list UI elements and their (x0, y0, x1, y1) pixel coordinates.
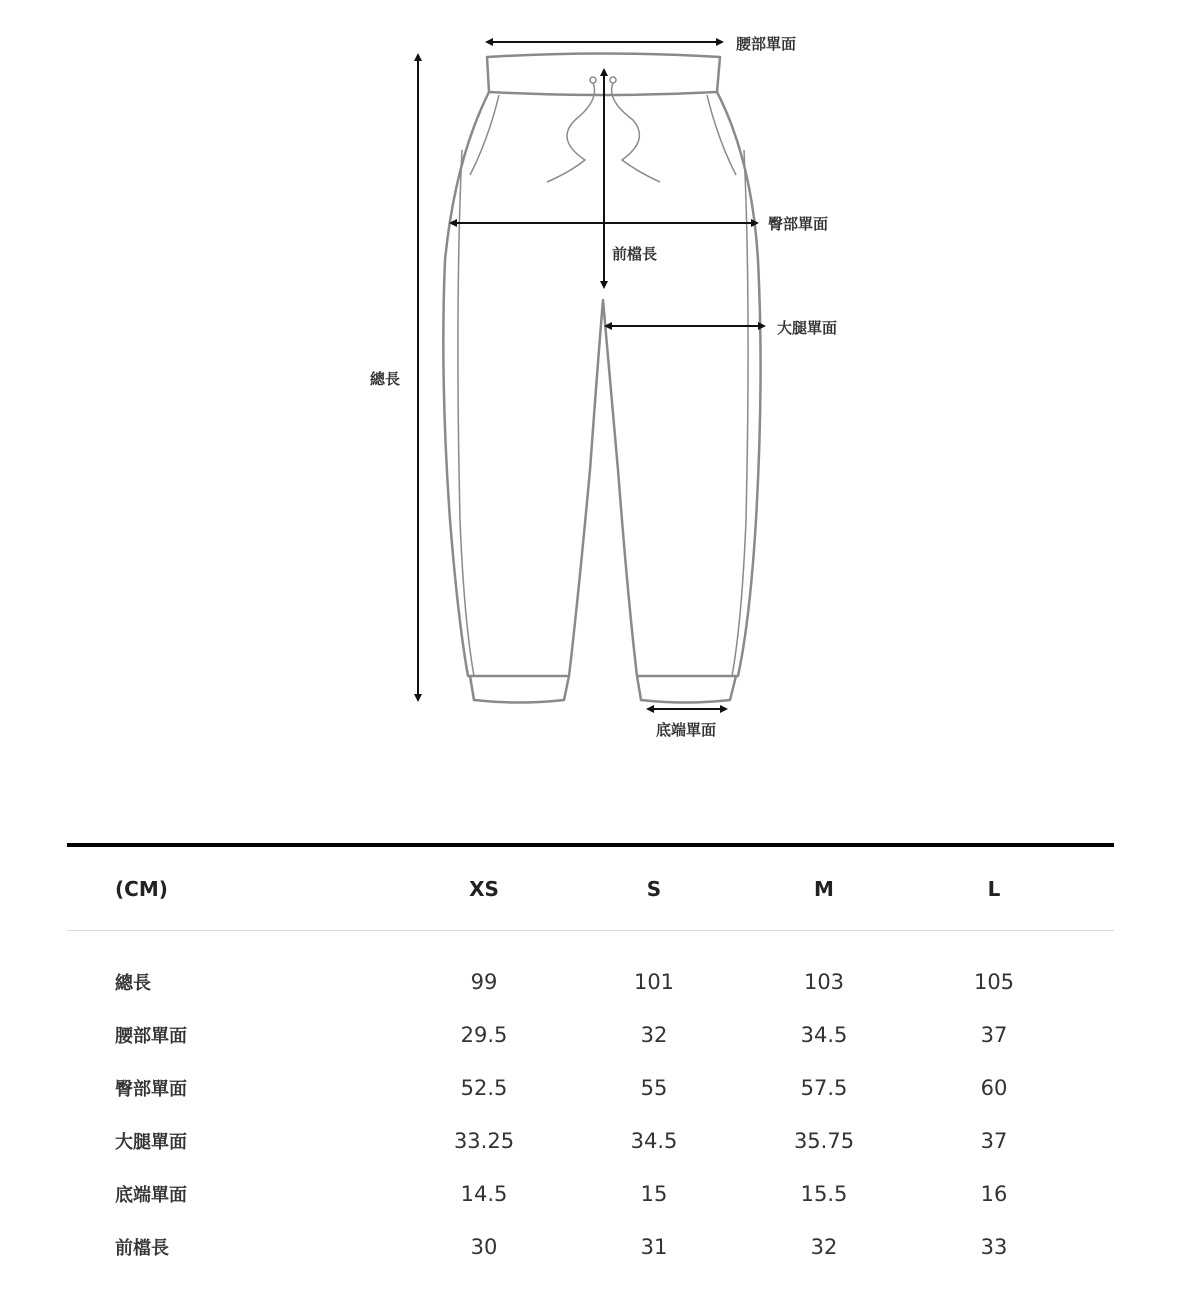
row-label: 大腿單面 (115, 1131, 187, 1153)
label-rise: 前檔長 (612, 245, 658, 263)
table-cell: 31 (640, 1234, 668, 1259)
table-cell: 16 (980, 1181, 1008, 1206)
table-cell: 99 (470, 969, 498, 994)
table-cell: 57.5 (800, 1075, 848, 1100)
row-label: 底端單面 (115, 1184, 187, 1206)
table-cell: 37 (980, 1022, 1008, 1047)
table-cell: 30 (470, 1234, 498, 1259)
table-row (67, 1167, 1114, 1220)
size-chart-table (67, 843, 1114, 1273)
size-header-l: L (987, 876, 1001, 901)
table-row (67, 1114, 1114, 1167)
label-hip: 臀部單面 (768, 215, 829, 233)
table-body (67, 931, 1114, 1273)
table-cell: 103 (803, 969, 845, 994)
table-row (67, 1008, 1114, 1061)
row-label: 腰部單面 (115, 1025, 187, 1047)
table-cell: 105 (973, 969, 1015, 994)
size-header-xs: XS (469, 876, 499, 901)
unit-label: (CM) (115, 876, 168, 901)
table-cell: 32 (640, 1022, 668, 1047)
table-row (67, 955, 1114, 1008)
table-cell: 33.25 (453, 1128, 515, 1153)
table-cell: 34.5 (800, 1022, 848, 1047)
table-cell: 32 (810, 1234, 838, 1259)
table-cell: 15 (640, 1181, 668, 1206)
table-cell: 52.5 (460, 1075, 508, 1100)
label-hem: 底端單面 (656, 721, 717, 739)
size-header-m: M (814, 876, 834, 901)
table-cell: 29.5 (460, 1022, 508, 1047)
table-row (67, 1061, 1114, 1114)
table-cell: 60 (980, 1075, 1008, 1100)
table-cell: 55 (640, 1075, 668, 1100)
row-label: 總長 (115, 972, 151, 994)
size-header-s: S (646, 876, 662, 901)
table-cell: 14.5 (460, 1181, 508, 1206)
table-cell: 101 (633, 969, 675, 994)
table-cell: 35.75 (793, 1128, 855, 1153)
table-cell: 15.5 (800, 1181, 848, 1206)
label-waist: 腰部單面 (736, 35, 797, 53)
table-row (67, 1220, 1114, 1273)
table-cell: 33 (980, 1234, 1008, 1259)
table-header-row (67, 847, 1114, 931)
pants-outline (443, 54, 760, 703)
label-length: 總長 (370, 370, 401, 388)
table-cell: 34.5 (630, 1128, 678, 1153)
table-cell: 37 (980, 1128, 1008, 1153)
row-label: 臀部單面 (115, 1078, 187, 1100)
label-thigh: 大腿單面 (777, 319, 838, 337)
row-label: 前檔長 (115, 1237, 169, 1259)
